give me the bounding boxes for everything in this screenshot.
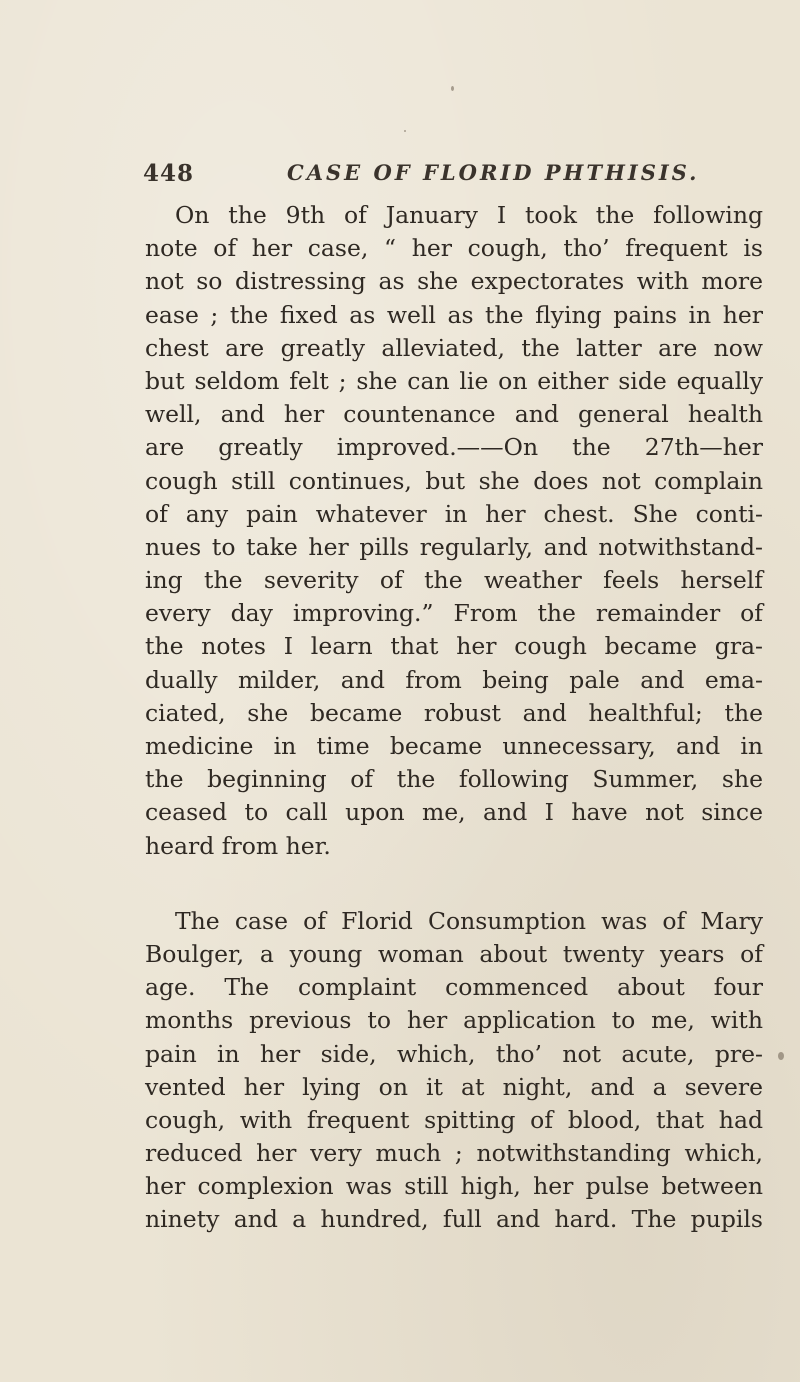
page-header <box>0 160 800 194</box>
text-line: age. The complaint commenced about four <box>145 973 763 1002</box>
text-line: medicine in time became unnecessary, and in <box>145 732 763 760</box>
paragraph-gap <box>145 863 763 905</box>
paragraph-2 <box>145 905 763 1237</box>
text-line: not so distressing as she expectorates with more <box>145 267 763 296</box>
text-line: chest are greatly alleviated, the latter are now <box>145 333 763 362</box>
paper-speck <box>404 130 406 132</box>
page-number: 448 <box>143 160 195 187</box>
text-line: vented her lying on it at night, and a severe <box>145 1072 763 1101</box>
text-line: are greatly improved.——On the 27th—her <box>145 433 763 462</box>
text-line: well, and her countenance and general health <box>145 400 763 429</box>
text-line: heard from her. <box>145 831 331 860</box>
running-title: CASE OF FLORID PHTHISIS. <box>287 160 700 185</box>
text-line: dually milder, and from being pale and ema- <box>145 665 763 694</box>
text-line: of any pain whatever in her chest. She conti- <box>145 499 763 528</box>
text-line: reduced her very much ; notwithstanding which, <box>145 1139 763 1168</box>
text-line: ing the severity of the weather feels herself <box>145 566 763 595</box>
text-line: note of her case, “ her cough, tho’ frequent is <box>145 234 763 263</box>
text-line: ceased to call upon me, and I have not since <box>145 798 763 827</box>
text-line: Boulger, a young woman about twenty years of <box>145 939 763 968</box>
text-line: the notes I learn that her cough became gra- <box>145 632 763 661</box>
text-line: months previous to her application to me, with <box>145 1006 763 1035</box>
paper-speck <box>778 1052 784 1060</box>
text-line: cough, with frequent spitting of blood, that had <box>145 1105 763 1134</box>
text-line: pain in her side, which, tho’ not acute, pre- <box>145 1039 763 1068</box>
body-text <box>145 199 763 1237</box>
text-line: nues to take her pills regularly, and notwithstand- <box>145 532 763 561</box>
text-line: The case of Florid Consumption was of Mary <box>175 906 763 935</box>
text-line: her complexion was still high, her pulse between <box>145 1172 763 1201</box>
text-line: On the 9th of January I took the following <box>175 201 763 229</box>
text-line: the beginning of the following Summer, she <box>145 765 763 794</box>
paper-speck <box>451 86 454 91</box>
paragraph-1 <box>145 199 763 863</box>
text-line: ciated, she became robust and healthful; the <box>145 698 763 727</box>
text-line: ninety and a hundred, full and hard. The pupils <box>145 1205 763 1234</box>
text-line: cough still continues, but she does not complain <box>145 466 763 495</box>
text-line: but seldom felt ; she can lie on either side equally <box>145 366 763 395</box>
text-line: ease ; the fixed as well as the flying pains in her <box>145 300 763 329</box>
text-line: every day improving.” From the remainder of <box>145 599 763 628</box>
